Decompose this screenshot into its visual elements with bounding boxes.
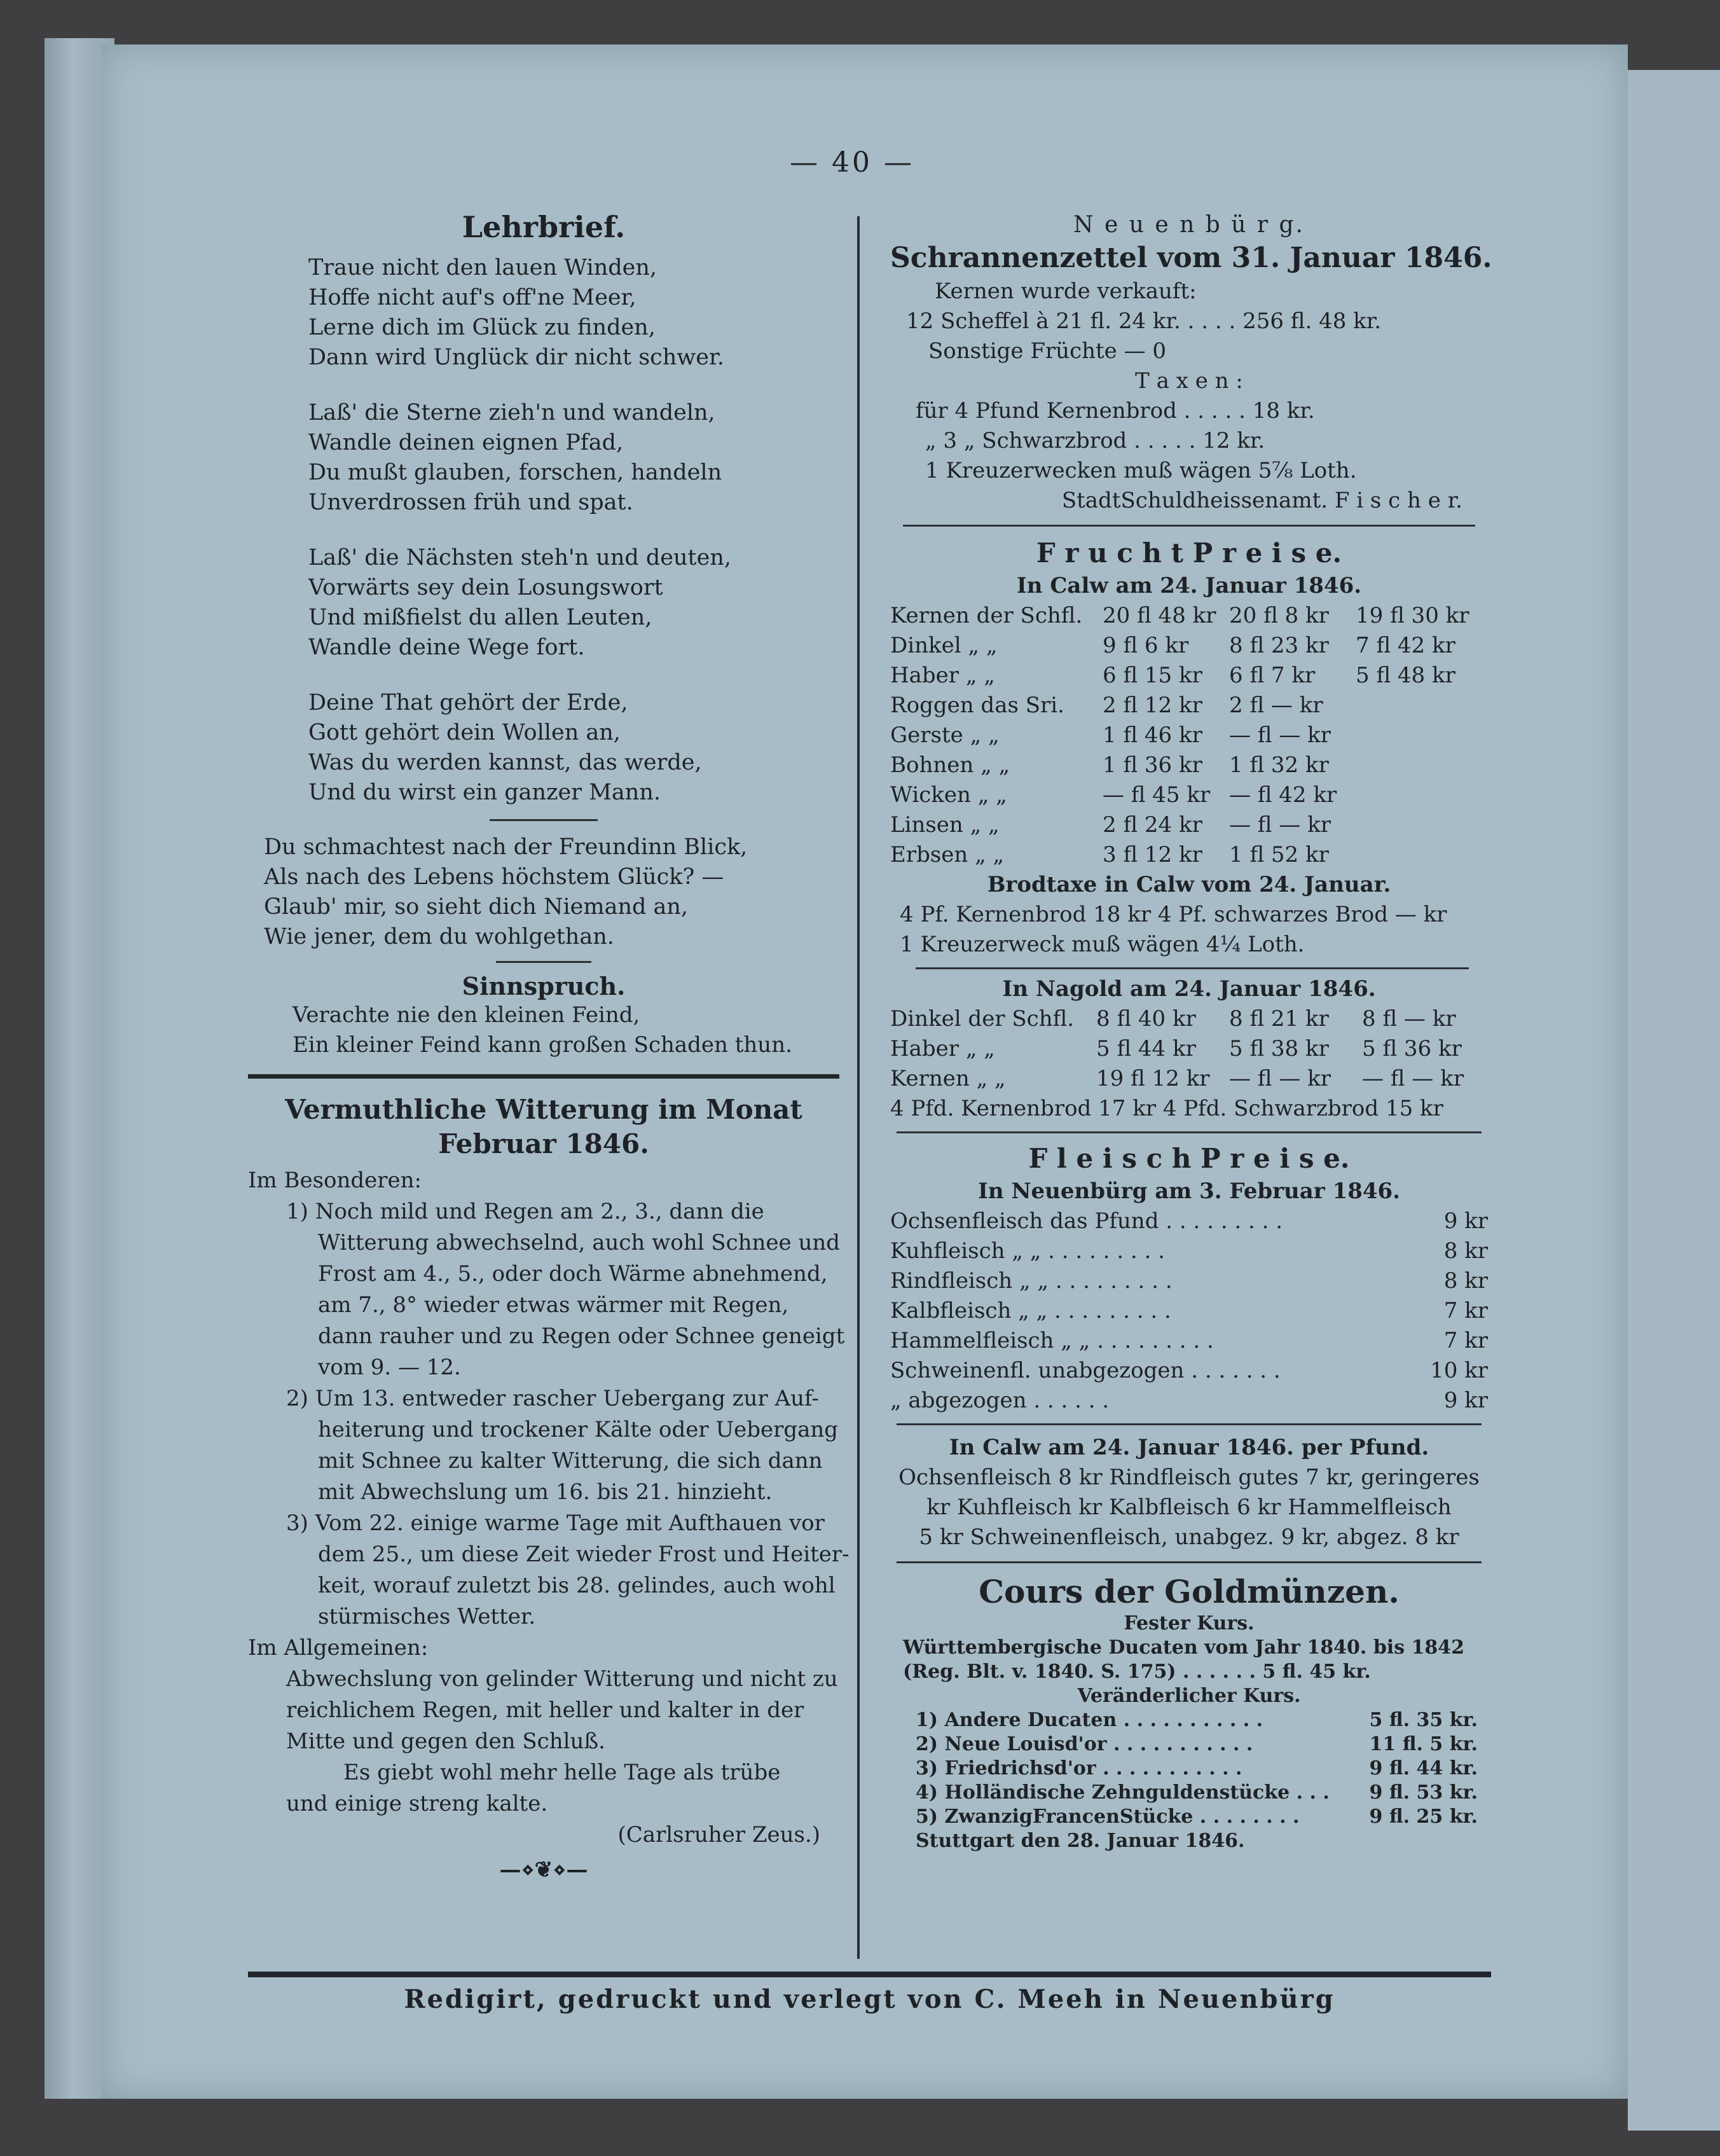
table-cell: — fl — kr <box>1229 1066 1331 1091</box>
neuenbuerg-title: In Neuenbürg am 3. Februar 1846. <box>978 1178 1400 1204</box>
gold-title: Cours der Goldmünzen. <box>979 1573 1400 1610</box>
table-cell <box>1347 810 1473 840</box>
table-row <box>890 1206 1488 1236</box>
poem-line: Dann wird Unglück dir nicht schwer. <box>308 345 724 370</box>
table-cell: 7 kr <box>1443 1298 1488 1323</box>
table-cell: 2 fl 24 kr <box>1103 812 1202 838</box>
weather-line: vom 9. — 12. <box>318 1355 461 1380</box>
section-rule <box>897 1561 1482 1563</box>
poem-line: Du mußt glauben, forschen, handeln <box>308 460 722 485</box>
table-cell: 7 fl 42 kr <box>1356 633 1455 658</box>
weather-line: mit Schnee zu kalter Witterung, die sich dann <box>318 1448 823 1474</box>
table-row <box>890 691 1473 721</box>
table-cell: Kernen der Schfl. <box>890 603 1083 628</box>
table-cell: — fl — kr <box>1229 812 1331 838</box>
gold-courses <box>890 1612 1488 1853</box>
table-cell: 1 fl 52 kr <box>1229 842 1329 867</box>
table-row <box>890 1004 1480 1034</box>
table-row <box>890 1236 1488 1266</box>
section-rule <box>903 525 1475 527</box>
weather-line: mit Abwechslung um 16. bis 21. hinzieht. <box>318 1479 773 1505</box>
weather-line: Im Allgemeinen: <box>248 1635 429 1661</box>
table-cell: 20 fl 8 kr <box>1229 603 1329 628</box>
fleisch-title: F l e i s c h P r e i s e. <box>1028 1143 1350 1174</box>
brodtaxe-line: 4 Pf. Kernenbrod 18 kr 4 Pf. schwarzes Brod — kr <box>900 902 1447 927</box>
table-row <box>890 780 1473 810</box>
table-cell: 8 kr <box>1443 1268 1488 1294</box>
poem-line: Gott gehört dein Wollen an, <box>308 720 621 745</box>
gold-var-heading: Veränderlicher Kurs. <box>1077 1685 1301 1707</box>
table-row <box>890 840 1473 870</box>
weather-line: keit, worauf zuletzt bis 28. gelindes, auch wohl <box>318 1573 836 1598</box>
table-cell: 7 kr <box>1443 1328 1488 1353</box>
table-cell: Kernen „ „ <box>890 1066 1006 1091</box>
weather-line: stürmisches Wetter. <box>318 1604 536 1629</box>
poem-line: Was du werden kannst, das werde, <box>308 750 702 775</box>
table-cell: 9 kr <box>1443 1208 1488 1234</box>
footer-rule <box>248 1972 1491 1977</box>
weather-line: reichlichem Regen, mit heller und kalter in der <box>286 1697 804 1723</box>
table-cell: 9 fl. 44 kr. <box>1369 1757 1478 1779</box>
poem-line: Hoffe nicht auf's off'ne Meer, <box>308 285 636 310</box>
table-cell: Dinkel „ „ <box>890 633 998 658</box>
table-cell: Haber „ „ <box>890 1036 995 1061</box>
section-rule-thick <box>248 1074 839 1079</box>
section-rule <box>490 819 598 821</box>
table-cell: Wicken „ „ <box>890 782 1007 808</box>
table-cell: 9 fl 6 kr <box>1103 633 1189 658</box>
gold-line: (Reg. Blt. v. 1840. S. 175) . . . . . . 5 fl. 45 kr. <box>903 1661 1371 1683</box>
table-row <box>890 721 1473 750</box>
fleisch-table <box>890 1206 1488 1416</box>
table-cell: 2 fl — kr <box>1229 693 1323 718</box>
table-cell: — fl 45 kr <box>1103 782 1211 808</box>
weather-title: Vermuthliche Witterung im Monat <box>285 1094 802 1125</box>
table-cell: 1 fl 36 kr <box>1103 752 1202 778</box>
table-row <box>916 1781 1478 1805</box>
table-cell: — fl — kr <box>1229 722 1331 748</box>
poem-line: Lerne dich im Glück zu finden, <box>308 315 656 340</box>
weather-line: heiterung und trockener Kälte oder Uebergang <box>318 1417 839 1442</box>
table-row <box>916 1757 1478 1781</box>
table-cell: 9 fl. 53 kr. <box>1369 1781 1478 1804</box>
gold-date: Stuttgart den 28. Januar 1846. <box>916 1830 1245 1852</box>
table-cell: 3) Friedrichsd'or . . . . . . . . . . . <box>916 1757 1242 1779</box>
table-cell: Gerste „ „ <box>890 722 1000 748</box>
table-cell <box>1347 840 1473 870</box>
weather-subtitle: Februar 1846. <box>438 1128 649 1159</box>
table-cell <box>1347 780 1473 810</box>
calw-title: In Calw am 24. Januar 1846. <box>1016 573 1362 598</box>
table-row <box>890 1266 1488 1296</box>
table-cell: 8 kr <box>1443 1238 1488 1264</box>
table-row <box>890 1386 1488 1416</box>
weather-line: dem 25., um diese Zeit wieder Frost und Heiter- <box>318 1542 850 1567</box>
stanza <box>248 398 839 518</box>
weather-line: 2) Um 13. entweder rascher Uebergang zur Auf- <box>286 1386 819 1411</box>
weather-forecast <box>248 1165 850 1820</box>
gold-line: Württembergische Ducaten vom Jahr 1840. bis 1842 <box>903 1636 1465 1659</box>
table-cell: Dinkel der Schfl. <box>890 1006 1075 1032</box>
table-cell: Kuhfleisch „ „ . . . . . . . . . <box>890 1238 1165 1264</box>
poem-line: Wandle deinen eignen Pfad, <box>308 430 624 455</box>
weather-line: und einige streng kalte. <box>286 1791 548 1816</box>
brodtaxe-title: Brodtaxe in Calw vom 24. Januar. <box>987 872 1391 897</box>
table-cell: 20 fl 48 kr <box>1103 603 1216 628</box>
table-cell: 6 fl 7 kr <box>1229 663 1316 688</box>
table-row <box>890 1064 1480 1094</box>
table-cell: 6 fl 15 kr <box>1103 663 1202 688</box>
weather-line: Abwechslung von gelinder Witterung und nicht zu <box>286 1666 838 1692</box>
sonstige-line: Sonstige Früchte — 0 <box>928 338 1167 364</box>
weather-line: 1) Noch mild und Regen am 2., 3., dann die <box>286 1199 764 1224</box>
schranne-title: Schrannenzettel vom 31. Januar 1846. <box>890 242 1492 274</box>
table-cell: Bohnen „ „ <box>890 752 1010 778</box>
stanza <box>248 253 839 373</box>
section-rule <box>916 967 1469 969</box>
weather-line: Witterung abwechselnd, auch wohl Schnee und <box>318 1230 841 1255</box>
poem-title: Lehrbrief. <box>462 210 626 244</box>
left-column <box>248 210 850 1883</box>
verse-line: Glaub' mir, so sieht dich Niemand an, <box>264 894 689 920</box>
table-cell: Linsen „ „ <box>890 812 1000 838</box>
table-cell: Schweinenfl. unabgezogen . . . . . . . <box>890 1358 1281 1383</box>
frucht-title: F r u c h t P r e i s e. <box>1036 537 1342 569</box>
table-cell: 9 fl. 25 kr. <box>1369 1806 1478 1828</box>
table-cell: 3 fl 12 kr <box>1103 842 1202 867</box>
table-cell: 1 fl 46 kr <box>1103 722 1202 748</box>
weather-line: 3) Vom 22. einige warme Tage mit Aufthauen vor <box>286 1510 825 1536</box>
table-cell: 2) Neue Louisd'or . . . . . . . . . . . <box>916 1733 1253 1755</box>
taxen-heading: T a x e n : <box>1135 368 1243 394</box>
table-cell: 5 fl. 35 kr. <box>1369 1709 1478 1731</box>
right-column <box>890 210 1492 1853</box>
calw-fleisch-title: In Calw am 24. Januar 1846. per Pfund. <box>949 1435 1429 1460</box>
weather-line: am 7., 8° wieder etwas wärmer mit Regen, <box>318 1292 789 1318</box>
calw-fleisch-line: Ochsenfleisch 8 kr Rindfleisch gutes 7 kr, geringeres <box>898 1465 1480 1490</box>
table-row <box>890 631 1473 661</box>
table-cell: Rindfleisch „ „ . . . . . . . . . <box>890 1268 1173 1294</box>
sinnspruch-line: Verachte nie den kleinen Feind, <box>292 1002 640 1028</box>
weather-line: dann rauher und zu Regen oder Schnee geneigt <box>318 1323 845 1349</box>
table-row <box>890 1356 1488 1386</box>
table-cell: 10 kr <box>1430 1358 1488 1383</box>
table-cell: 5 fl 48 kr <box>1356 663 1455 688</box>
adjacent-page <box>1628 70 1720 2131</box>
table-row <box>890 661 1473 691</box>
verse-line: Als nach des Lebens höchstem Glück? — <box>264 864 724 890</box>
table-cell: 8 fl — kr <box>1362 1006 1456 1032</box>
table-cell: 8 fl 21 kr <box>1229 1006 1329 1032</box>
tax-line: „ 3 „ Schwarzbrod . . . . . 12 kr. <box>925 428 1265 453</box>
table-cell: 19 fl 30 kr <box>1356 603 1469 628</box>
scheffel-line: 12 Scheffel à 21 fl. 24 kr. . . . . 256 fl. 48 kr. <box>906 308 1382 334</box>
table-cell <box>1347 721 1473 750</box>
table-cell: Hammelfleisch „ „ . . . . . . . . . <box>890 1328 1214 1353</box>
table-cell: 19 fl 12 kr <box>1096 1066 1210 1091</box>
ornament: —⋄❦⋄— <box>499 1857 588 1883</box>
table-cell: 1) Andere Ducaten . . . . . . . . . . . <box>916 1709 1263 1731</box>
table-cell: Ochsenfleisch das Pfund . . . . . . . . . <box>890 1208 1283 1234</box>
weather-line: Mitte und gegen den Schluß. <box>286 1729 605 1754</box>
verse-freundinn <box>248 833 839 952</box>
column-divider <box>857 216 860 1959</box>
poem-line: Vorwärts sey dein Losungswort <box>308 575 663 600</box>
poem-line: Und mißfielst du allen Leuten, <box>308 605 652 630</box>
poem-line: Wandle deine Wege fort. <box>308 635 585 660</box>
verse-line: Du schmachtest nach der Freundinn Blick, <box>264 834 748 860</box>
page-number: — 40 — <box>790 146 914 179</box>
table-row <box>916 1805 1478 1829</box>
table-cell <box>1347 750 1473 780</box>
gold-fest-heading: Fester Kurs. <box>1124 1612 1255 1634</box>
table-cell: 8 fl 40 kr <box>1096 1006 1196 1032</box>
table-cell: 5 fl 38 kr <box>1229 1036 1329 1061</box>
table-row <box>890 1326 1488 1356</box>
weather-line: Es giebt wohl mehr helle Tage als trübe <box>343 1760 781 1785</box>
table-cell: „ abgezogen . . . . . . <box>890 1388 1110 1413</box>
table-cell: 5 fl 36 kr <box>1362 1036 1462 1061</box>
table-cell: — fl — kr <box>1362 1066 1464 1091</box>
sinnspruch-title: Sinnspruch. <box>462 972 626 1000</box>
table-cell: Erbsen „ „ <box>890 842 1005 867</box>
kernen-verkauft: Kernen wurde verkauft: <box>935 279 1197 304</box>
calw-fleisch-line: 5 kr Schweinenfleisch, unabgez. 9 kr, abgez. 8 kr <box>919 1524 1459 1550</box>
poem-line: Deine That gehört der Erde, <box>308 690 628 715</box>
section-rule <box>897 1131 1482 1133</box>
table-cell: — fl 42 kr <box>1229 782 1337 808</box>
amt-signature: StadtSchuldheissenamt. F i s c h e r. <box>1061 488 1462 513</box>
table-cell: 9 kr <box>1443 1388 1488 1413</box>
gold-table <box>916 1708 1478 1829</box>
poem-line: Laß' die Sterne zieh'n und wandeln, <box>308 400 715 425</box>
table-row <box>890 601 1473 631</box>
table-row <box>890 750 1473 780</box>
calw-fleisch-line: kr Kuhfleisch kr Kalbfleisch 6 kr Hammelfleisch <box>926 1495 1452 1520</box>
table-cell: 5 fl 44 kr <box>1096 1036 1196 1061</box>
tax-line: für 4 Pfund Kernenbrod . . . . . 18 kr. <box>916 398 1315 424</box>
nagold-fruit-table <box>890 1004 1480 1094</box>
table-cell: Haber „ „ <box>890 663 995 688</box>
stanza <box>248 688 839 808</box>
table-cell: 1 fl 32 kr <box>1229 752 1329 778</box>
poem-line: Und du wirst ein ganzer Mann. <box>308 780 661 805</box>
verse-line: Wie jener, dem du wohlgethan. <box>264 924 614 950</box>
place-heading: N e u e n b ü r g. <box>1073 212 1305 238</box>
brodtaxe-line: 1 Kreuzerweck muß wägen 4¹⁄₄ Loth. <box>900 932 1305 957</box>
table-cell: Kalbfleisch „ „ . . . . . . . . . <box>890 1298 1171 1323</box>
table-cell: 11 fl. 5 kr. <box>1369 1733 1478 1755</box>
section-rule <box>897 1423 1482 1425</box>
table-row <box>890 810 1473 840</box>
stanza <box>248 543 839 663</box>
nagold-brod: 4 Pfd. Kernenbrod 17 kr 4 Pfd. Schwarzbrod 15 kr <box>890 1096 1443 1121</box>
table-cell: Roggen das Sri. <box>890 693 1064 718</box>
nagold-title: In Nagold am 24. Januar 1846. <box>1002 976 1376 1002</box>
poem-line: Traue nicht den lauen Winden, <box>308 255 657 280</box>
table-cell: 8 fl 23 kr <box>1229 633 1329 658</box>
sinnspruch-line: Ein kleiner Feind kann großen Schaden thun. <box>292 1032 792 1058</box>
imprint-footer: Redigirt, gedruckt und verlegt von C. Meeh in Neuenbürg <box>404 1984 1335 2014</box>
section-rule <box>496 961 591 963</box>
tax-line: 1 Kreuzerwecken muß wägen 5⁷⁄₈ Loth. <box>925 458 1357 483</box>
calw-fruit-table <box>890 601 1473 870</box>
weather-line: Im Besonderen: <box>248 1168 422 1193</box>
poem-line: Laß' die Nächsten steh'n und deuten, <box>308 545 731 570</box>
table-cell: 5) ZwanzigFrancenStücke . . . . . . . . <box>916 1806 1300 1828</box>
poem <box>248 253 839 808</box>
table-row <box>916 1708 1478 1732</box>
table-cell <box>1347 691 1473 721</box>
table-row <box>890 1034 1480 1064</box>
poem-line: Unverdrossen früh und spat. <box>308 490 633 515</box>
weather-source: (Carlsruher Zeus.) <box>617 1822 820 1848</box>
table-cell: 2 fl 12 kr <box>1103 693 1202 718</box>
table-row <box>890 1296 1488 1326</box>
table-row <box>916 1732 1478 1757</box>
table-cell: 4) Holländische Zehnguldenstücke . . . <box>916 1781 1330 1804</box>
weather-line: Frost am 4., 5., oder doch Wärme abnehmend, <box>318 1261 828 1287</box>
